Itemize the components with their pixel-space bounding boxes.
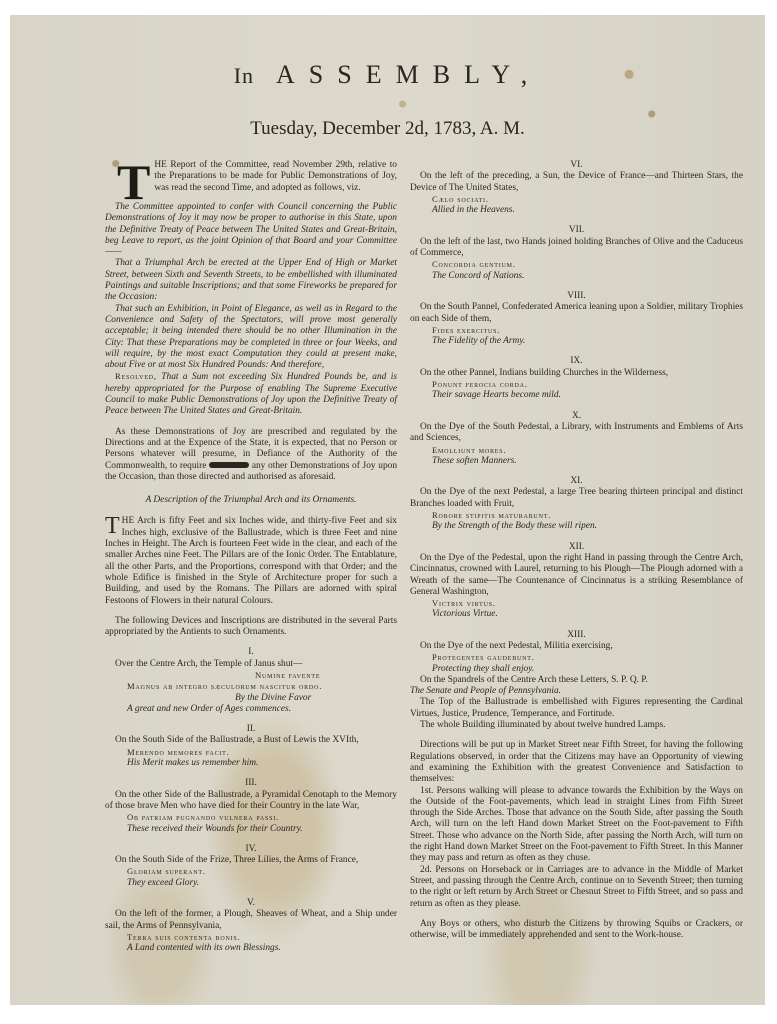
title-main: ASSEMBLY, bbox=[276, 60, 542, 89]
english-translation: These received their Wounds for their Country. bbox=[127, 823, 303, 834]
device-number: X. bbox=[571, 410, 582, 421]
latin-motto: Protegentes gaudebunt. bbox=[432, 652, 535, 663]
title-prefix: In bbox=[233, 63, 255, 88]
device-number: XIII. bbox=[567, 629, 586, 640]
device-number: II. bbox=[246, 724, 256, 735]
ballustrade-text: The Top of the Ballustrade is embellished with Figures representing the Cardinal Virtues, Justice, Prudence, Temperance, and Fortitude. bbox=[410, 697, 743, 719]
lamps-text: The whole Building illuminated by about twelve hundred Lamps. bbox=[420, 720, 666, 731]
intro-paragraph: HE Report of the Committee, read November 29th, relative to the Preparations to be made for Public Demonstrations of Joy, was read the second Time, and adopted as follows, viz. bbox=[154, 160, 397, 193]
spandrels-translation: The Senate and People of Pennsylvania. bbox=[410, 686, 562, 697]
english-translation: They exceed Glory. bbox=[127, 877, 200, 888]
drop-cap: T bbox=[117, 154, 151, 210]
spandrels-text: On the Spandrels of the Centre Arch these Letters, S. P. Q. P. bbox=[420, 674, 648, 685]
resolved-label: Resolved, bbox=[115, 371, 157, 382]
device-text: Over the Centre Arch, the Temple of Janus shut— bbox=[115, 658, 303, 669]
english-translation: These soften Manners. bbox=[432, 455, 517, 466]
device-text: On the South Side of the Ballustrade, a Bust of Lewis the XVIth, bbox=[115, 735, 359, 746]
device-text: On the Dye of the next Pedestal, a large Tree bearing thirteen principal and distinct Branches loaded with Fruit, bbox=[410, 487, 743, 509]
english-translation: The Fidelity of the Army. bbox=[432, 336, 526, 347]
device-text: On the other Pannel, Indians building Churches in the Wilderness, bbox=[420, 367, 669, 378]
device-number: XI. bbox=[570, 476, 583, 487]
device-number: VII. bbox=[568, 225, 585, 236]
expectation-text-a: As these Demonstrations of Joy are prescribed and regulated by the Directions and at the Expence of the State, it is expected, that no Person or Persons whatever will presume, in Defiance of the Authority of the Commonwealth, to require bbox=[105, 426, 397, 471]
broadside-page bbox=[10, 15, 765, 1005]
english-translation: A Land contented with its own Blessings. bbox=[127, 943, 281, 954]
directions-paragraph: Directions will be put up in Market Street near Fifth Street, for having the following Regulations observed, in order that the Citizens may have an Opportunity of viewing and examining the Exhibition with the greatest Convenience and Satisfaction to themselves: bbox=[410, 740, 743, 785]
device-text: On the other Side of the Ballustrade, a Pyramidal Cenotaph to the Memory of those brave Men who have died for their Country in the late War, bbox=[105, 789, 397, 811]
latin-motto: Robore stipitis maturabunt. bbox=[432, 510, 552, 521]
redaction-mark bbox=[209, 462, 249, 468]
english-translation: Their savage Hearts become mild. bbox=[432, 390, 561, 401]
english-translation: Protecting they shall enjoy. bbox=[432, 663, 535, 674]
device-text: On the Dye of the Pedestal, upon the right Hand in passing through the Centre Arch, Cincinnatus, crowned with Laurel, returning to his Plough—The Plough adorned with a Wreath of the same—The Countenance of Cincinnatus is a striking Resemblance of General Washington, bbox=[410, 552, 743, 597]
english-translation: By the Divine Favor bbox=[235, 692, 312, 703]
latin-motto: Ponunt ferocia corda. bbox=[432, 379, 528, 390]
device-number: VIII. bbox=[567, 290, 586, 301]
arch-proposal-paragraph: That a Triumphal Arch be erected at the Upper End of High or Market Street, between Sixth and Seventh Streets, to be embellished with illuminated Paintings and suitable Inscriptions; and that some Fireworks be prepared for the Occasion: bbox=[105, 258, 397, 303]
device-number: III. bbox=[245, 778, 257, 789]
resolved-text: That a Sum not exceeding Six Hundred Pounds be, and is hereby appropriated for the Purpose of enabling The Supreme Executive Council to make Public Demonstrations of Joy upon the Definitive Treaty of Peace between The United States and Great-Britain. bbox=[105, 372, 398, 417]
device-text: On the left of the last, two Hands joined holding Branches of Olive and the Caduceus of Commerce, bbox=[410, 236, 743, 259]
arch-description: HE Arch is fifty Feet and six Inches wide, and thirty-five Feet and six Inches high, exclusive of the Ballustrade, which is three Feet and nine Inches in Height. The Arch is fourteen Feet wide in the clear, and each of the smaller Arches nine Feet. The Pillars are of the Ionic Order. The Entablature, all the other Parts, and the Proportions, correspond with that Order; and the whole Edifice is finished in the Style of Architecture proper for such a Building, and used by the Romans. The Pillars are adorned with spiral Festoons of Flowers in their natural Colours. bbox=[105, 516, 397, 606]
english-translation: The Concord of Nations. bbox=[432, 270, 525, 281]
expectation-text-b: any other Demonstrations of Joy upon the Occasion, than those directed and authorised as aforesaid. bbox=[105, 460, 398, 482]
english-translation: Allied in the Heavens. bbox=[432, 205, 515, 216]
drop-cap-2: T bbox=[105, 513, 120, 540]
latin-motto: Fides exercitus. bbox=[432, 324, 501, 335]
device-number: IX. bbox=[570, 356, 583, 367]
english-translation: Victorious Virtue. bbox=[432, 609, 498, 620]
second-regulation: 2d. Persons on Horseback or in Carriages are to advance in the Middle of Market Street, and passing through the Centre Arch, continue on to Seventh Street; then turning to the right or left return by Arch Street or Chesnut Street to Fifth Street, and so pass and return as often as they please. bbox=[410, 864, 743, 909]
devices-intro: The following Devices and Inscriptions are distributed in the several Parts appropriated by the Antients to such Ornaments. bbox=[105, 615, 397, 638]
device-text: On the Dye of the next Pedestal, Militia exercising, bbox=[420, 640, 613, 651]
section-heading: A Description of the Triumphal Arch and its Ornaments. bbox=[145, 495, 357, 506]
latin-motto: Gloriam superant. bbox=[127, 866, 206, 877]
english-translation: By the Strength of the Body these will ripen. bbox=[432, 521, 597, 532]
page-title bbox=[10, 60, 765, 90]
english-translation: His Merit makes us remember him. bbox=[127, 758, 259, 769]
device-number: I. bbox=[248, 647, 254, 658]
device-text: On the Dye of the South Pedestal, a Library, with Instruments and Emblems of Arts and Sciences, bbox=[410, 421, 743, 444]
latin-motto: Victrix virtus. bbox=[432, 598, 496, 609]
device-number: V. bbox=[247, 898, 255, 909]
first-regulation: 1st. Persons walking will please to advance towards the Exhibition by the Ways on the Outside of the Foot-pavements, which lead in straight Lines from Fifth Street through the Side Arches. Those that advance on the South Side, after passing the South Arch, will turn on the left Hand down Market Street on the Foot-pavement to Fifth Street. Those who advance on the North Side, after passing the North Arch, will turn on the right Hand down Market Street on the Foot-pavement to Fifth Street. In this Manner they may pass and return as often as they chuse. bbox=[410, 785, 743, 864]
english-translation: A great and new Order of Ages commences. bbox=[127, 703, 292, 714]
latin-motto: Merendo memores facit. bbox=[127, 746, 230, 757]
device-text: On the left of the preceding, a Sun, the Device of France—and Thirteen Stars, the Device of The United States, bbox=[410, 171, 743, 193]
latin-motto: Emolliunt mores. bbox=[432, 444, 507, 455]
latin-motto: Concordia gentium. bbox=[432, 259, 516, 270]
right-column bbox=[410, 160, 743, 941]
exhibition-paragraph: That such an Exhibition, in Point of Elegance, as well as in Regard to the Convenience and Safety of the Spectators, will prove most generally acceptable; it being intended there should be no other Illumination in the City: That these Preparations may be completed in three or four Weeks, and will require, by the most exact Computation they could at present make, about Five or at most Six Hundred Pounds: And therefore, bbox=[105, 303, 397, 371]
latin-motto: Magnus ab integro sæculorum nascitur ordo. bbox=[127, 681, 323, 692]
date-line: Tuesday, December 2d, 1783, A. M. bbox=[250, 118, 525, 139]
latin-motto: Terra suis contenta bonis. bbox=[127, 931, 241, 942]
device-text: On the left of the former, a Plough, Sheaves of Wheat, and a Ship under sail, the Arms of Pennsylvania, bbox=[105, 909, 397, 931]
left-column bbox=[105, 154, 398, 955]
device-number: XII. bbox=[568, 541, 585, 552]
committee-paragraph: The Committee appointed to confer with Council concerning the Public Demonstrations of Joy it may now be proper to authorise in this State, upon the Definitive Treaty of Peace between The United States and Great-Britain, beg Leave to report, as the joint Opinion of that Board and your Committee—— bbox=[105, 202, 397, 258]
latin-motto: Ob patriam pugnando vulnera passi. bbox=[127, 812, 280, 823]
device-text: On the South Side of the Frize, Three Lilies, the Arms of France, bbox=[115, 855, 359, 866]
latin-motto: Numine favente bbox=[255, 669, 321, 680]
device-number: IV. bbox=[245, 843, 257, 854]
device-number: VI. bbox=[570, 160, 583, 170]
latin-motto: Cælo sociati. bbox=[432, 193, 489, 204]
device-text: On the South Pannel, Confederated America leaning upon a Soldier, military Trophies on each Side of them, bbox=[410, 302, 743, 324]
boys-warning: Any Boys or others, who disturb the Citizens by throwing Squibs or Crackers, or otherwise, will be immediately apprehended and sent to the Work-house. bbox=[410, 918, 743, 941]
